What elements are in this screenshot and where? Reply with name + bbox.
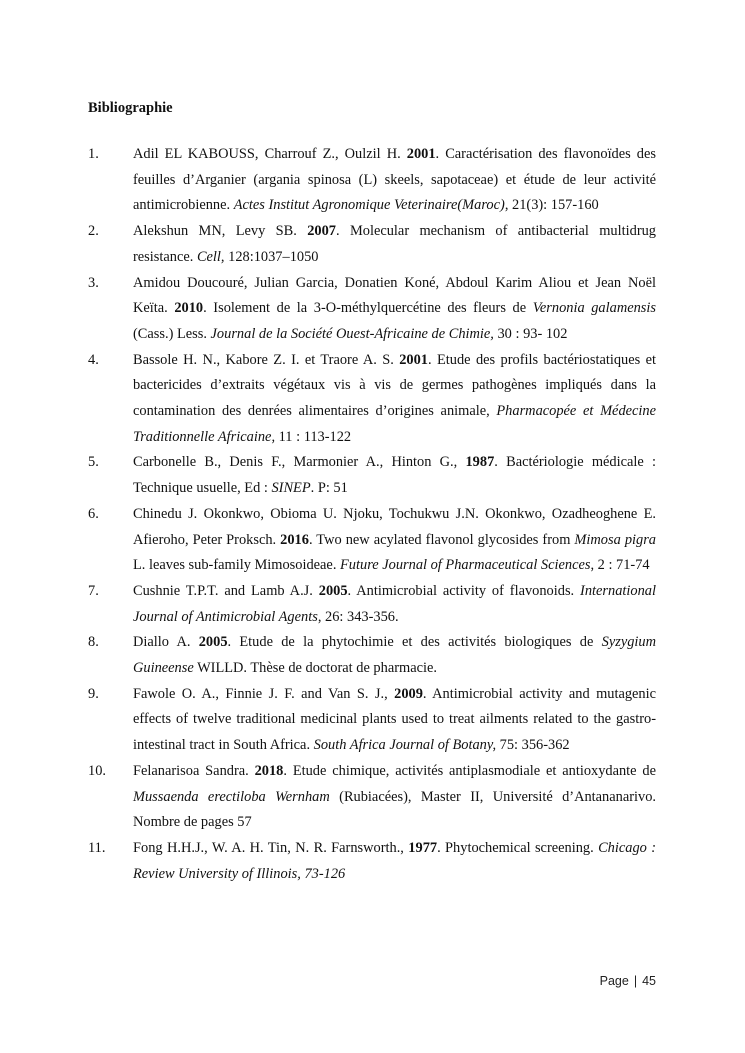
reference-number: 7. (88, 582, 99, 599)
reference-text: . Antimicrobial activity and mutagenic effects of twelve traditional medicinal plants used to treat ailments related to the gastro-intestinal tract in South Africa. (133, 685, 657, 754)
reference-text: . Molecular mechanism of antibacterial multidrug resistance. (133, 223, 656, 265)
reference-number: 3. (88, 274, 99, 291)
reference-text: 11 : 113-122 (275, 428, 352, 445)
reference-year: 2005 (198, 634, 228, 651)
reference-source-title: Journal de la Société Ouest-Africaine de Chimie, (210, 325, 494, 342)
reference-item (88, 836, 656, 887)
reference-text: Fong H.H.J., W. A. H. Tin, N. R. Farnsworth., (133, 839, 409, 856)
reference-year: 2001 (399, 351, 428, 368)
reference-number: 11. (88, 839, 106, 856)
reference-text: 30 : 93- 102 (493, 325, 568, 342)
reference-text: 128:1037–1050 (224, 248, 319, 265)
reference-list (88, 142, 656, 887)
reference-text: Fawole O. A., Finnie J. F. and Van S. J., (133, 685, 395, 702)
reference-text: (Cass.) Less. (133, 325, 211, 342)
reference-source-title: Syzygium Guineense (133, 634, 656, 677)
reference-text: Adil EL KABOUSS, Charrouf Z., Oulzil H. (133, 146, 407, 162)
reference-number: 10. (88, 762, 106, 779)
reference-text: WILLD. Thèse de doctorat de pharmacie. (193, 660, 437, 677)
reference-year: 2010 (174, 300, 204, 317)
reference-text: Carbonelle B., Denis F., Marmonier A., Hinton G., (133, 454, 466, 471)
reference-item (88, 142, 656, 219)
reference-text: Chinedu J. Okonkwo, Obioma U. Njoku, Tochukwu J.N. Okonkwo, Ozadheoghene E. Afieroho, Peter Proksch. (133, 505, 656, 548)
reference-source-title: Actes Institut Agronomique Veterinaire(Maroc) (233, 197, 505, 214)
reference-text: , 26: 343-356. (317, 608, 399, 625)
reference-source-title: Cell, (196, 248, 225, 265)
page-label: Page (599, 974, 629, 988)
reference-text: Bassole H. N., Kabore Z. I. et Traore A. S. (133, 351, 400, 368)
page-number: 45 (642, 974, 656, 988)
reference-text: . Etude des profils bactériostatiques et bactericides d’extraits végétaux vis à vis de germes pathogènes impliqués dans la contamination des denrées alimentaires d’origines animale, (133, 351, 656, 420)
reference-text: Diallo A. (133, 634, 199, 651)
reference-source-title: International Journal of Antimicrobial Agents (133, 582, 656, 625)
reference-text: . Etude chimique, activités antiplasmodiale et antioxydante de (283, 762, 656, 779)
reference-text: Amidou Doucouré, Julian Garcia, Donatien Koné, Abdoul Karim Aliou et Jean Noël Keïta. (133, 274, 656, 317)
reference-number: 9. (88, 685, 99, 702)
reference-text: . Caractérisation des flavonoïdes des feuilles d’Arganier (argania spinosa (L) skeels, sapotaceae) et étude de leur activité antimicrobienne. (133, 146, 656, 214)
reference-text: . Isolement de la 3-O-méthylquercétine des fleurs de (203, 300, 533, 317)
reference-text: . P: 51 (310, 480, 348, 497)
reference-text: L. leaves sub-family Mimosoideae. (133, 557, 341, 574)
reference-item (88, 759, 656, 836)
reference-year: 1987 (465, 454, 495, 471)
reference-year: 2007 (307, 223, 336, 240)
reference-source-title: Pharmacopée et Médecine Traditionnelle Africaine, (133, 403, 656, 445)
reference-text: Alekshun MN, Levy SB. (133, 223, 308, 240)
reference-item (88, 271, 656, 348)
reference-item (88, 219, 656, 270)
reference-text: . Antimicrobial activity of flavonoids. (347, 582, 581, 599)
reference-year: 2016 (280, 531, 309, 548)
reference-text: . Two new acylated flavonol glycosides from (308, 531, 575, 548)
reference-text: , 2 : 71-74 (590, 557, 650, 574)
reference-number: 8. (88, 634, 99, 651)
reference-item (88, 502, 656, 579)
reference-number: 4. (88, 351, 99, 368)
reference-source-title: Mussaenda erectiloba Wernham (133, 788, 330, 805)
page-separator: | (633, 974, 638, 988)
reference-number: 5. (88, 454, 99, 471)
reference-text: 75: 356-362 (496, 737, 570, 754)
reference-text: Cushnie T.P.T. and Lamb A.J. (133, 582, 319, 599)
reference-text: . Etude de la phytochimie et des activités biologiques de (227, 634, 602, 651)
section-heading: Bibliographie (88, 100, 173, 116)
reference-text: Felanarisoa Sandra. (133, 762, 255, 779)
reference-item (88, 630, 656, 681)
reference-number: 2. (88, 223, 99, 240)
page-footer (600, 974, 656, 988)
reference-year: 2009 (394, 685, 423, 702)
reference-number: 6. (88, 505, 99, 522)
reference-item (88, 579, 656, 630)
reference-item (88, 450, 656, 501)
reference-item (88, 348, 656, 451)
reference-text: . Phytochemical screening. (437, 839, 599, 856)
reference-source-title: SINEP (271, 480, 311, 497)
reference-source-title: Mimosa pigra (574, 531, 656, 548)
reference-source-title: Future Journal of Pharmaceutical Sciences (340, 557, 591, 574)
reference-source-title: Vernonia galamensis (532, 300, 656, 317)
reference-number: 1. (88, 146, 99, 162)
reference-source-title: Chicago : Review University of Illinois, 73-126 (133, 839, 657, 882)
reference-source-title: South Africa Journal of Botany, (313, 737, 497, 754)
reference-year: 2018 (254, 762, 284, 779)
reference-year: 2005 (318, 582, 348, 599)
reference-year: 1977 (408, 839, 438, 856)
reference-item (88, 682, 656, 759)
reference-text: (Rubiacées), Master II, Université d’Antananarivo. Nombre de pages 57 (133, 788, 656, 831)
reference-year: 2001 (406, 146, 436, 162)
reference-text: . Bactériologie médicale : Technique usuelle, Ed : (133, 454, 657, 497)
reference-text: , 21(3): 157-160 (504, 197, 599, 214)
